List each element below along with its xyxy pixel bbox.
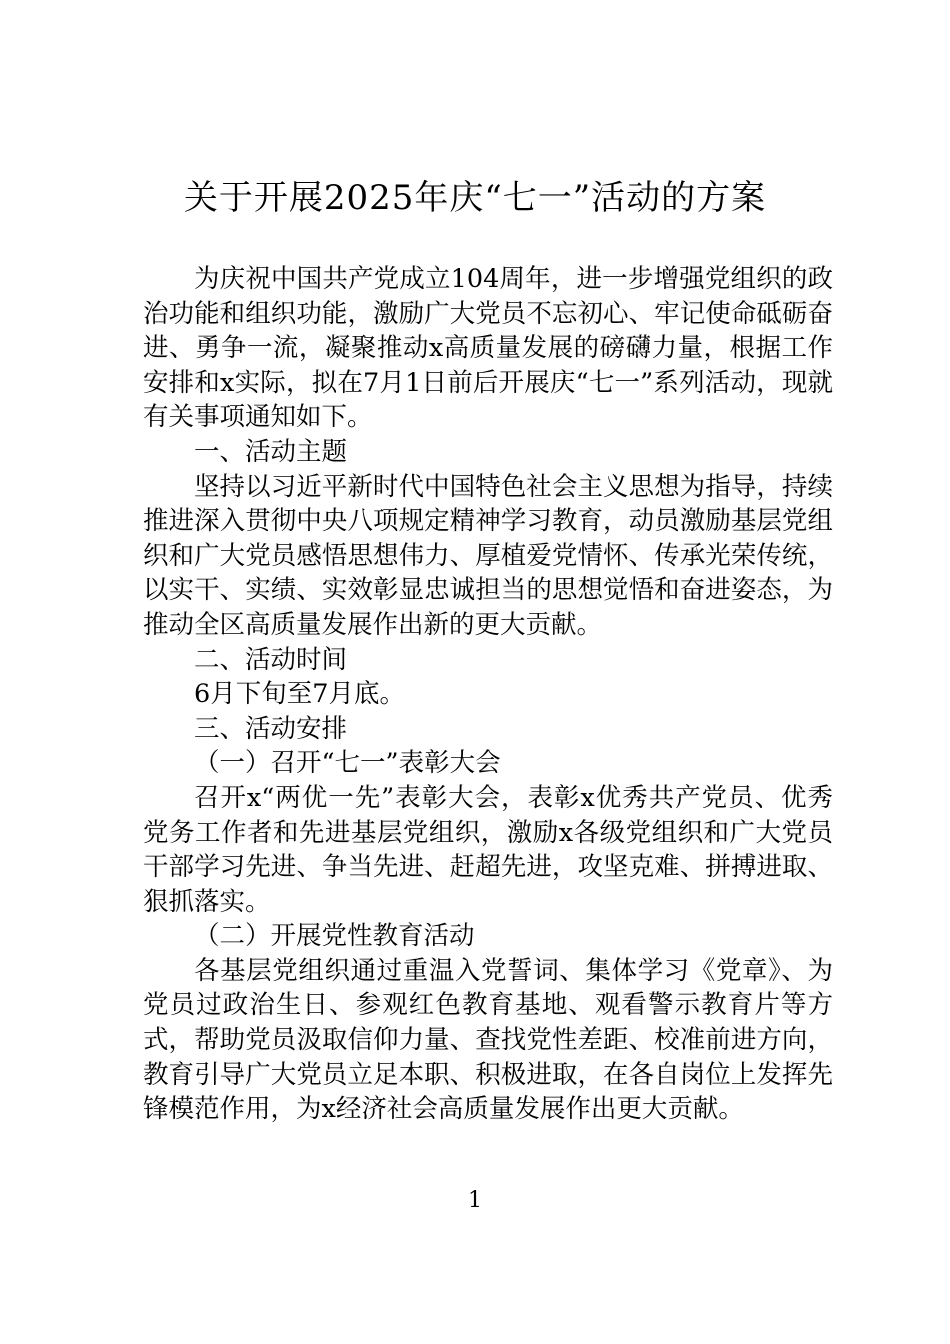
subsection-heading-education: （二）开展党性教育活动 xyxy=(194,921,475,952)
intro-paragraph: 为庆祝中国共产党成立104周年，进一步增强党组织的政治功能和组织功能，激励广大党员不忘初心、牢记使命砥砺奋进、勇争一流，凝聚推动x高质量发展的磅礴力量，根据工作安排和x实际，拟在7月1日前后开展庆“七一”系列活动，现就有关事项通知如下。 xyxy=(143,264,833,433)
section-heading-theme: 一、活动主题 xyxy=(194,436,348,467)
document-title: 关于开展2025年庆“七一”活动的方案 xyxy=(183,178,767,218)
section-time-paragraph: 6月下旬至7月底。 xyxy=(194,679,405,710)
page-number: 1 xyxy=(468,1188,482,1213)
section-heading-arrangement: 三、活动安排 xyxy=(194,713,348,744)
section-heading-time: 二、活动时间 xyxy=(194,644,348,675)
document-body xyxy=(143,262,833,1127)
subsection-commendation-paragraph: 召开x“两优一先”表彰大会，表彰x优秀共产党员、优秀党务工作者和先进基层党组织，激励x各级党组织和广大党员干部学习先进、争当先进、赶超先进，攻坚克难、拼搏进取、狠抓落实。 xyxy=(143,782,833,917)
section-theme-paragraph: 坚持以习近平新时代中国特色社会主义思想为指导，持续推进深入贯彻中央八项规定精神学习教育，动员激励基层党组织和广大党员感悟思想伟力、厚植爱党情怀、传承光荣传统，以实干、实绩、实效彰显忠诚担当的思想觉悟和奋进姿态，为推动全区高质量发展作出新的更大贡献。 xyxy=(143,471,833,640)
subsection-heading-commendation: （一）召开“七一”表彰大会 xyxy=(194,748,501,779)
subsection-education-paragraph: 各基层党组织通过重温入党誓词、集体学习《党章》、为党员过政治生日、参观红色教育基地、观看警示教育片等方式，帮助党员汲取信仰力量、查找党性差距、校准前进方向，教育引导广大党员立足本职、积极进取，在各自岗位上发挥先锋模范作用，为x经济社会高质量发展作出更大贡献。 xyxy=(143,955,833,1125)
